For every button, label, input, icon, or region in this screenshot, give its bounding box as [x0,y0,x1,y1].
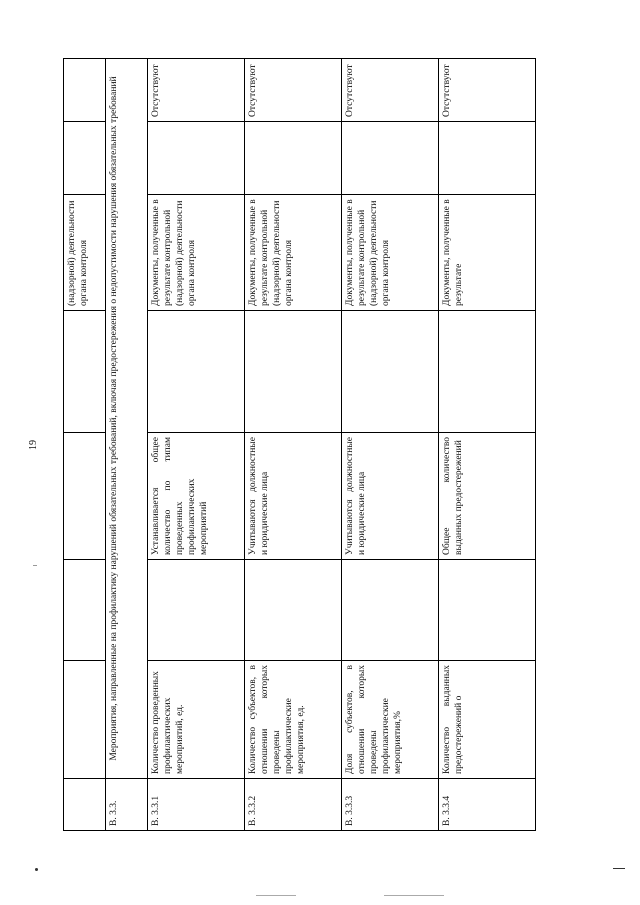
scan-speck [33,565,37,566]
scan-line [613,868,625,869]
table-cell [245,122,342,195]
status-cell: Отсутствуют [148,59,245,122]
scan-line [384,895,444,896]
source-cell: Документы, полученные в результате контрольной (надзорной) деятельности органа контроля [342,195,439,311]
table-cell [64,560,106,661]
method-cell: Учитываются должностные и юридические лица [245,433,342,560]
section-row [106,59,148,831]
table-cell [64,779,106,831]
method-cell: Устанавливается общее количество по типам проведенных профилактических мероприятий [148,433,245,560]
status-cell: Отсутствуют [245,59,342,122]
table-row [245,59,342,831]
table-cell [64,311,106,433]
scan-line [256,895,296,896]
table-row [64,59,106,831]
table-cell [148,311,245,433]
row-code: В. 3.3.1 [148,779,245,831]
table-cell [439,122,536,195]
source-cell: Документы, полученные в результате [439,195,536,311]
table-cell [64,59,106,122]
row-code: В. 3.3.2 [245,779,342,831]
method-cell: Общее количество выданных предостережений [439,433,536,560]
value-cell [245,560,342,661]
source-cell: Документы, полученные в результате контрольной (надзорной) деятельности органа контроля [148,195,245,311]
table-cell [64,122,106,195]
rotated-table-wrapper [63,59,535,831]
indicator-name: Количество проведенных профилактических мероприятий, ед. [148,661,245,779]
table-cell: (надзорной) деятельности органа контроля [64,195,106,311]
status-cell: Отсутствуют [342,59,439,122]
indicators-table [63,58,536,831]
section-code: В. 3.3. [106,779,148,831]
page-number: 19 [28,440,39,450]
indicator-name: Количество выданных предостережений о [439,661,536,779]
value-cell [148,560,245,661]
table-cell [148,122,245,195]
row-code: В. 3.3.3 [342,779,439,831]
indicator-name: Доля субъектов, в отношении которых проведены профилактические мероприятия,% [342,661,439,779]
table-cell [342,311,439,433]
table-cell [64,433,106,560]
status-cell: Отсутствуют [439,59,536,122]
table-cell [342,122,439,195]
method-cell: Учитываются должностные и юридические лица [342,433,439,560]
value-cell [342,560,439,661]
row-code: В. 3.3.4 [439,779,536,831]
scan-speck [35,868,38,871]
value-cell [439,560,536,661]
table-cell [64,661,106,779]
table-cell [439,311,536,433]
table-row [148,59,245,831]
table-cell [245,311,342,433]
table-row [439,59,536,831]
source-cell: Документы, полученные в результате контрольной (надзорной) деятельности органа контроля [245,195,342,311]
table-row [342,59,439,831]
indicator-name: Количество субъектов, в отношении которых проведены профилактические мероприятия, ед. [245,661,342,779]
section-title: Мероприятия, направленные на профилактику нарушений обязательных требований, включая предостережения о недопустимости нарушения обязательных требований [106,59,148,779]
